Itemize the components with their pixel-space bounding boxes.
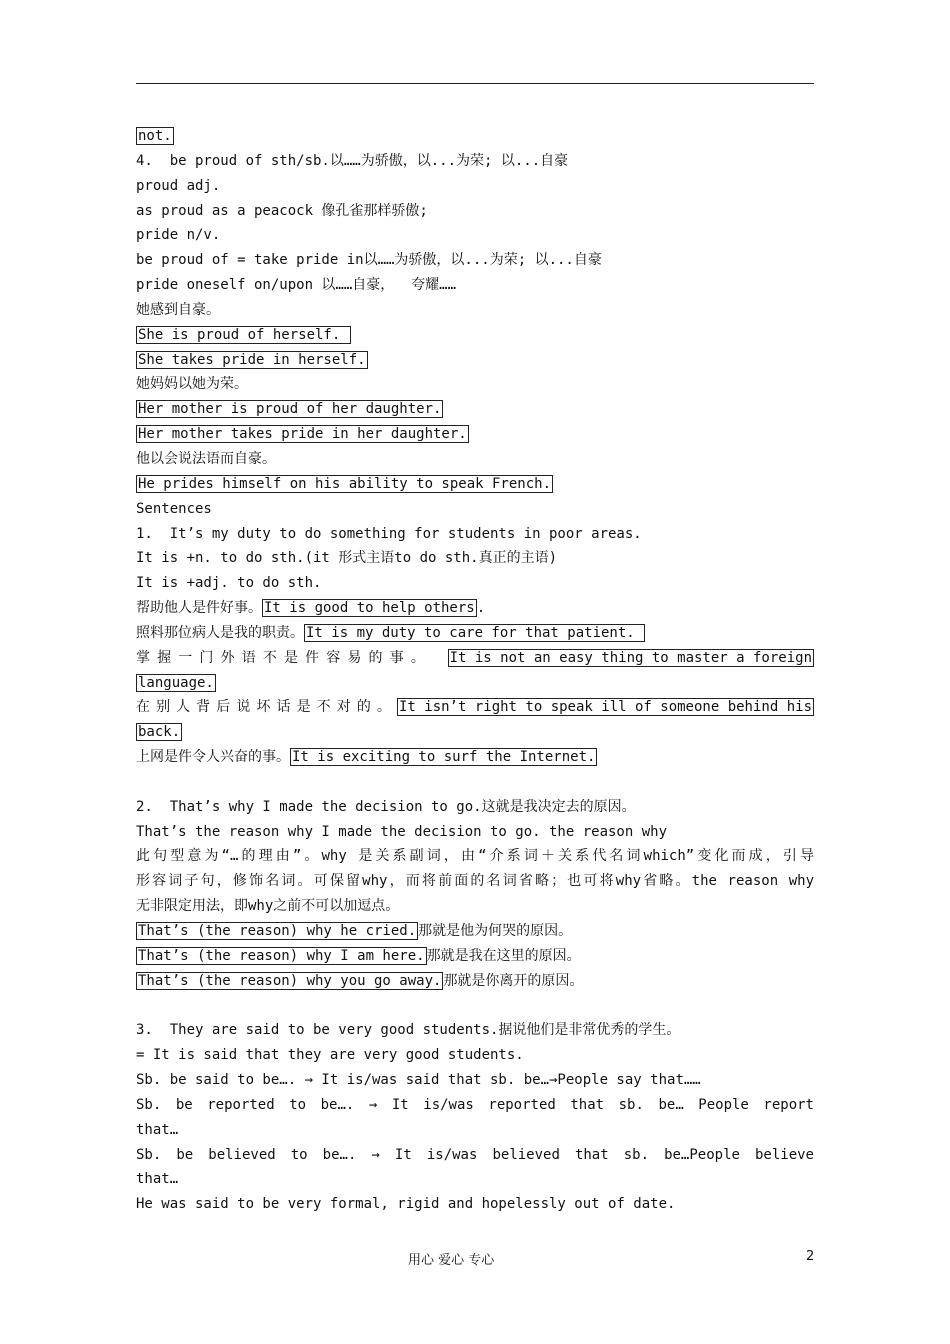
text-line: [136, 223, 814, 248]
line-text: 形容词子句，修饰名词。可保留why，而将前面的名词省略；也可将why省略。the reason why: [136, 873, 814, 890]
boxed-answer: He prides himself on his ability to speak French.: [138, 475, 552, 492]
boxed-answer: It is exciting to surf the Internet.: [292, 749, 596, 766]
boxed-answer: It is my duty to care for that patient.: [306, 624, 644, 641]
text-line: [136, 671, 814, 696]
line-text: 无非限定用法，即why之前不可以加逗点。: [136, 898, 400, 915]
line-text-after: .: [476, 600, 486, 617]
text-line: [136, 546, 814, 571]
text-line: [136, 770, 814, 795]
boxed-answer: She takes pride in herself.: [138, 351, 366, 368]
text-line: [136, 621, 814, 646]
line-text-after: 那就是我在这里的原因。: [426, 947, 581, 964]
text-line: [136, 944, 814, 969]
line-text: 帮助他人是件好事。: [136, 600, 262, 617]
line-text: 她妈妈以她为荣。: [136, 376, 248, 393]
text-line: [136, 720, 814, 745]
text-line: [136, 994, 814, 1019]
line-text: It is +adj. to do sth.: [136, 575, 322, 592]
text-line: [136, 199, 814, 224]
text-line: [136, 1143, 814, 1168]
text-line: [136, 472, 814, 497]
text-line: [136, 919, 814, 944]
text-line: [136, 372, 814, 397]
line-text: Sb. be said to be…. → It is/was said that sb. be…→People say that……: [136, 1072, 701, 1089]
line-text-after: 那就是他为何哭的原因。: [418, 923, 573, 939]
page-number: 2: [806, 1249, 815, 1264]
line-text: as proud as a peacock 像孔雀那样骄傲;: [136, 202, 428, 219]
text-line: [136, 273, 814, 298]
text-line: [136, 397, 814, 422]
text-line: [136, 248, 814, 273]
text-line: [136, 571, 814, 596]
line-text: 掌握一门外语不是件容易的事。: [136, 649, 448, 666]
document-body: [136, 124, 814, 1217]
boxed-answer: That’s (the reason) why he cried.: [138, 923, 417, 939]
text-line: [136, 844, 814, 869]
text-line: [136, 447, 814, 472]
line-text: proud adj.: [136, 177, 221, 194]
text-line: [136, 869, 814, 894]
text-line: [136, 348, 814, 373]
boxed-answer: That’s (the reason) why you go away.: [138, 972, 442, 989]
boxed-answer: That’s (the reason) why I am here.: [138, 947, 425, 964]
text-line: [136, 323, 814, 348]
line-text: 3. They are said to be very good students.据说他们是非常优秀的学生。: [136, 1022, 681, 1039]
text-line: [136, 1118, 814, 1143]
text-line: [136, 969, 814, 994]
line-text-after: 那就是你离开的原因。: [443, 972, 584, 989]
line-text: that…: [136, 1171, 179, 1188]
text-line: [136, 745, 814, 770]
text-line: [136, 174, 814, 199]
text-line: [136, 149, 814, 174]
boxed-answer: It isn’t right to speak ill of someone behind his: [398, 699, 812, 716]
text-line: [136, 820, 814, 845]
text-line: [136, 795, 814, 820]
line-text: that…: [136, 1121, 179, 1138]
footer-motto: 用心 爱心 专心: [408, 1253, 495, 1268]
text-line: [136, 1068, 814, 1093]
boxed-answer: not.: [138, 128, 172, 144]
line-text: 4. be proud of sth/sb.以……为骄傲，以...为荣; 以...自豪: [136, 152, 569, 169]
line-text: pride n/v.: [136, 227, 221, 244]
text-line: [136, 422, 814, 447]
text-line: [136, 1167, 814, 1192]
text-line: [136, 298, 814, 323]
line-text: 他以会说法语而自豪。: [136, 450, 276, 467]
text-line: [136, 596, 814, 621]
line-text: 2. That’s why I made the decision to go.这就是我决定去的原因。: [136, 798, 636, 815]
text-line: [136, 695, 814, 720]
line-text: 1. It’s my duty to do something for students in poor areas.: [136, 525, 642, 542]
text-line: [136, 124, 814, 149]
boxed-answer: Her mother is proud of her daughter.: [138, 401, 442, 418]
text-line: [136, 522, 814, 547]
line-text: 此句型意为“…的理由”。why 是关系副词，由“介系词＋关系代名词which”变化而成，引导: [136, 848, 814, 865]
boxed-answer: back.: [138, 724, 181, 741]
text-line: [136, 1043, 814, 1068]
line-text: be proud of = take pride in以……为骄傲，以...为荣; 以...自豪: [136, 252, 602, 269]
line-text: 她感到自豪。: [136, 301, 220, 318]
line-text: 照料那位病人是我的职责。: [136, 624, 304, 641]
text-line: [136, 1018, 814, 1043]
line-text: It is +n. to do sth.(it 形式主语to do sth.真正的主语): [136, 550, 558, 567]
line-text: 上网是件令人兴奋的事。: [136, 749, 290, 766]
boxed-answer: Her mother takes pride in her daughter.: [138, 426, 467, 443]
line-text: He was said to be very formal, rigid and hopelessly out of date.: [136, 1196, 676, 1213]
line-text: Sb. be believed to be…. → It is/was believed that sb. be…People believe: [136, 1146, 814, 1163]
line-text: pride oneself on/upon 以……自豪， 夸耀……: [136, 277, 457, 294]
boxed-answer: It is good to help others: [264, 600, 475, 617]
boxed-answer: language.: [138, 674, 214, 691]
text-line: [136, 1192, 814, 1217]
boxed-answer: It is not an easy thing to master a foreign: [449, 649, 812, 666]
header-rule: [136, 83, 814, 84]
text-line: [136, 894, 814, 919]
line-text: That’s the reason why I made the decision to go. the reason why: [136, 823, 668, 840]
line-text: Sentences: [136, 500, 212, 517]
line-text: = It is said that they are very good students.: [136, 1047, 524, 1064]
boxed-answer: She is proud of herself.: [138, 326, 349, 343]
line-text: 在别人背后说坏话是不对的。: [136, 699, 397, 716]
text-line: [136, 497, 814, 522]
line-text: Sb. be reported to be…. → It is/was reported that sb. be… People report: [136, 1096, 814, 1113]
text-line: [136, 1093, 814, 1118]
text-line: [136, 646, 814, 671]
